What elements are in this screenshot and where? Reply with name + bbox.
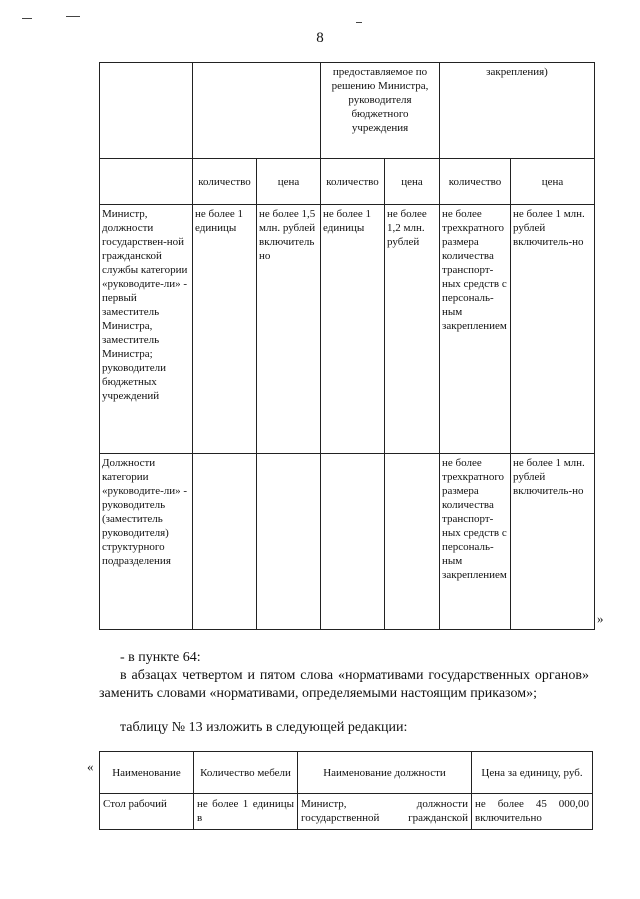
subheader-cell-empty	[100, 159, 193, 205]
price-cell	[385, 454, 440, 630]
header-cell-empty	[193, 63, 321, 159]
table-row	[100, 454, 595, 630]
page-number: 8	[316, 30, 324, 46]
quantity-cell: не более 1 единицы	[321, 205, 385, 454]
header-cell-empty	[100, 63, 193, 159]
scan-speck	[22, 18, 32, 19]
subheader-quantity: количество	[321, 159, 385, 205]
header-name: Наименование	[100, 752, 194, 794]
header-position: Наименование должности	[298, 752, 472, 794]
price-cell: не более 1,5 млн. рублей включительно	[257, 205, 321, 454]
table-row	[100, 205, 595, 454]
subheader-price: цена	[385, 159, 440, 205]
table-header-row	[100, 752, 593, 794]
table-header-row	[100, 63, 595, 159]
vehicle-norms-table	[99, 62, 595, 630]
position-cell: Министр, должности государствен-ной гражданской службы категории «руководите-ли» - первый заместитель Министра, заместитель Министра; руководители бюджетных учреждений	[100, 205, 193, 454]
furniture-name-cell: Стол рабочий	[100, 794, 194, 830]
price-cell: не более 1 млн. рублей включитель-но	[511, 454, 595, 630]
table-subheader-row	[100, 159, 595, 205]
quantity-cell	[321, 454, 385, 630]
price-cell	[257, 454, 321, 630]
quantity-cell	[193, 454, 257, 630]
furniture-price-cell: не более 45 000,00 включительно	[472, 794, 593, 830]
scan-speck	[66, 16, 80, 17]
closing-quote: »	[597, 611, 604, 626]
scan-speck	[356, 22, 362, 23]
opening-quote: «	[87, 759, 94, 774]
subheader-quantity: количество	[193, 159, 257, 205]
price-cell: не более 1,2 млн. рублей	[385, 205, 440, 454]
subheader-price: цена	[257, 159, 321, 205]
header-unit-price: Цена за единицу, руб.	[472, 752, 593, 794]
furniture-quantity-cell: не более 1 единицы в	[194, 794, 298, 830]
furniture-position-cell: Министр, должности государственной гражданской	[298, 794, 472, 830]
price-cell: не более 1 млн. рублей включитель-но	[511, 205, 595, 454]
header-cell-assignment: закрепления)	[440, 63, 595, 159]
subheader-quantity: количество	[440, 159, 511, 205]
table-row	[100, 794, 593, 830]
quantity-cell: не более трехкратного размера количества транспорт-ных средств с персональ-ным закреплением	[440, 454, 511, 630]
quantity-cell: не более трехкратного размера количества транспорт-ных средств с персональ-ным закреплением	[440, 205, 511, 454]
header-cell-minister-decision: предоставляемое по решению Министра, руководителя бюджетного учреждения	[321, 63, 440, 159]
subheader-price: цена	[511, 159, 595, 205]
furniture-table	[99, 751, 593, 830]
position-cell: Должности категории «руководите-ли» - руководитель (заместитель руководителя) структурного подразделения	[100, 454, 193, 630]
paragraph-item: - в пункте 64:	[120, 650, 201, 665]
header-quantity: Количество мебели	[194, 752, 298, 794]
quantity-cell: не более 1 единицы	[193, 205, 257, 454]
paragraph-amendment: в абзацах четвертом и пятом слова «нормативами государственных органов» заменить словами «нормативами, определяемыми настоящим приказом»;	[99, 668, 589, 701]
paragraph-table-intro: таблицу № 13 изложить в следующей редакции:	[120, 720, 408, 735]
